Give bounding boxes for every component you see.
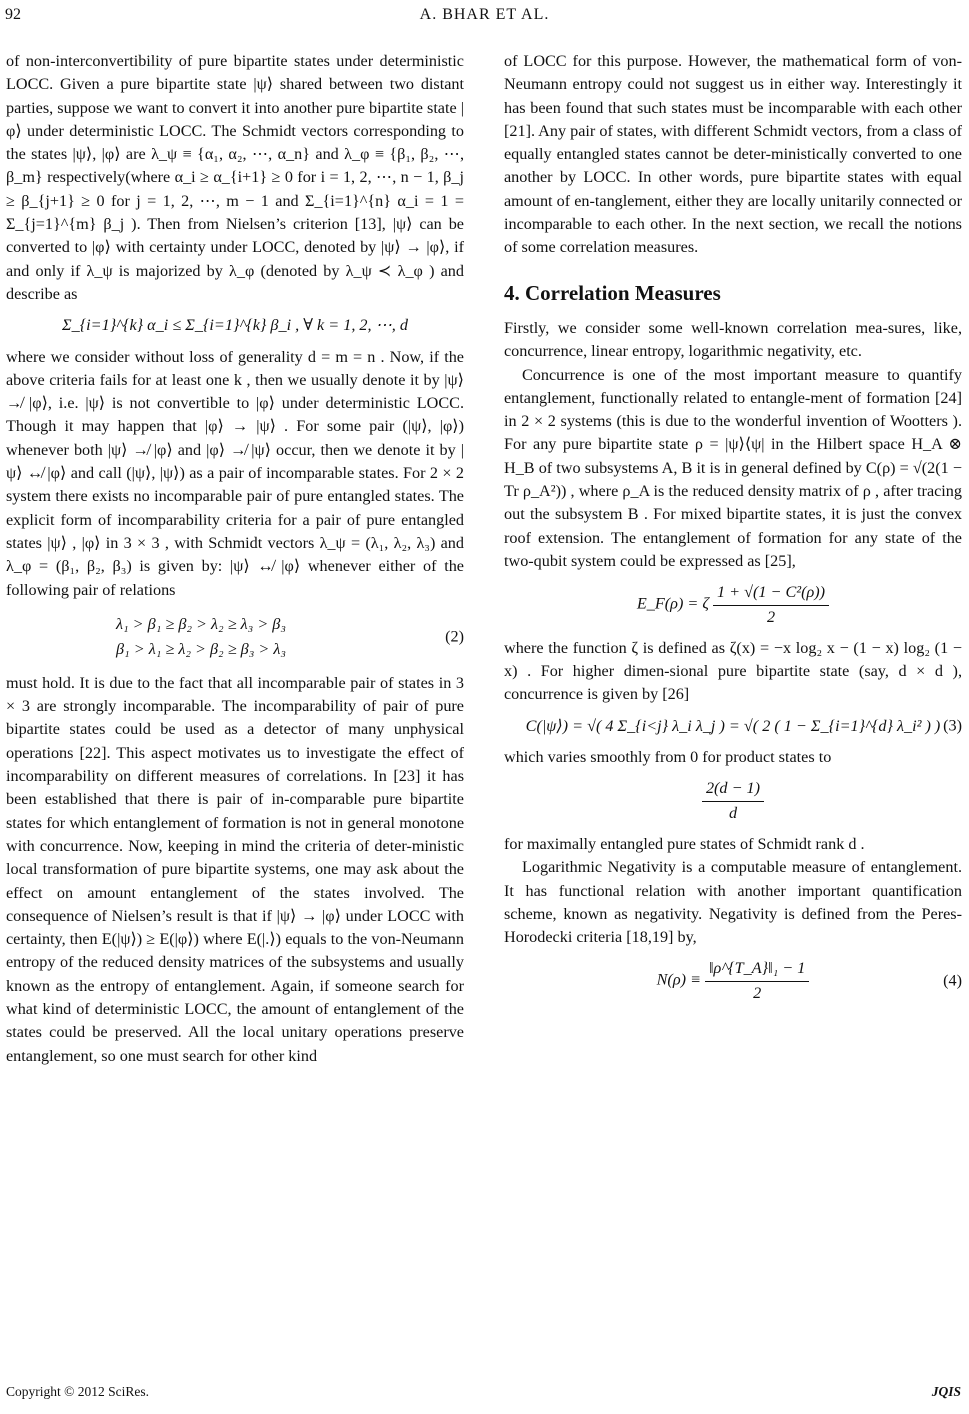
equation-4-lhs: N(ρ) ≡ bbox=[656, 970, 701, 989]
max-concurrence-denominator: d bbox=[728, 803, 738, 822]
ef-lhs: E_F(ρ) = ζ bbox=[636, 594, 709, 613]
equation-2-number: (2) bbox=[445, 627, 464, 646]
right-column bbox=[504, 50, 962, 1013]
section-title: 4. Correlation Measures bbox=[504, 280, 721, 305]
equation-4-fraction bbox=[705, 957, 809, 1005]
page-number: 92 bbox=[5, 6, 21, 23]
right-paragraph-6: for maximally entangled pure states of Schmidt rank d . bbox=[504, 834, 865, 853]
right-paragraph-1: of LOCC for this purpose. However, the mathematical form of von-Neumann entropy could not suggest us in either way. Interestingly it has been found that such states must be incomparable with each other [21]. Any pair of states, with different Schmidt vectors, from a class of equally entangled states cannot be deter-ministically converted to one another by LOCC. In other words, pure bipartite states with equal amount of en-tanglement, either they are locally unitarily connected or incomparable to each other. In the next section, we recall the notions of some correlation measures. bbox=[504, 52, 962, 257]
page-footer bbox=[0, 1384, 969, 1408]
right-paragraph-5: which varies smoothly from 0 for product states to bbox=[504, 748, 832, 767]
ef-numerator: 1 + √(1 − C²(ρ)) bbox=[713, 581, 829, 605]
right-paragraph-4: where the function ζ is defined as ζ(x) = −x log₂ x − (1 − x) log₂ (1 − x) . For higher dimen-sional pure bipartite state (say, d × d ), concurrence is given by [26] bbox=[504, 638, 962, 704]
max-concurrence-fraction bbox=[702, 777, 764, 825]
right-paragraph-3: Concurrence is one of the most important measure to quantify entanglement, functionally related to entangle-ment of formation [24] in 2 × 2 systems (this is due to the wonderful invention of Wootters ). For any pure bipartite state ρ = |ψ⟩⟨ψ| in the Hilbert space H_A ⊗ H_B of two subsystems A, B it is in general defined by C(ρ) = √(2(1 − Tr ρ_A²)) , where ρ_A is the reduced density matrix of ρ , after tracing out the subsystem B . For mixed bipartite states, it is just the convex roof extension. The entanglement of formation for any state of the two-qubit system could be expressed as [25], bbox=[504, 365, 962, 570]
equation-3 bbox=[504, 715, 962, 738]
equation-3-body: C(|ψ⟩) = √( 4 Σ_{i<j} λ_i λ_j ) = √( 2 ( 1 − Σ_{i=1}^{d} λ_i² ) ) bbox=[525, 716, 941, 735]
copyright-notice: Copyright © 2012 SciRes. bbox=[6, 1384, 150, 1399]
max-concurrence-numerator: 2(d − 1) bbox=[702, 777, 764, 801]
right-paragraph-7: Logarithmic Negativity is a computable measure of entanglement. It has functional relation with another important quantification scheme, known as negativity. Negativity is defined from the Peres-Horodecki criteria [18,19] by, bbox=[504, 858, 962, 947]
ef-denominator: 2 bbox=[766, 607, 776, 626]
left-paragraph-1: of non-interconvertibility of pure bipartite states under deterministic LOCC. Given a pure bipartite state |ψ⟩ shared between two distant parties, suppose we want to convert it into another pure bipartite state |φ⟩ under deterministic LOCC. The Schmidt vectors corresponding to the states |ψ⟩, |φ⟩ are λ_ψ ≡ {α₁, α₂, ⋯, α_n} and λ_φ ≡ {β₁, β₂, ⋯, β_m} respectively(where α_i ≥ α_{i+1} ≥ 0 for i = 1, 2, ⋯, n − 1, β_j ≥ β_{j+1} ≥ 0 for j = 1, 2, ⋯, m − 1 and Σ_{i=1}^{n} α_i = 1 = Σ_{j=1}^{m} β_j ). Then from Nielsen’s criterion [13], |ψ⟩ can be converted to |φ⟩ with certainty under LOCC, denoted by |ψ⟩ → |φ⟩, if and only if λ_ψ is majorized by λ_φ (denoted by λ_ψ ≺ λ_φ ) and describe as bbox=[6, 52, 464, 303]
left-column bbox=[6, 50, 464, 1068]
ef-fraction bbox=[713, 581, 829, 629]
equation-2 bbox=[6, 612, 464, 662]
journal-abbreviation: JQIS bbox=[931, 1384, 961, 1399]
left-paragraph-3: must hold. It is due to the fact that all incomparable pair of states in 3 × 3 are strongly incomparable. The incomparability of pair of pure bipartite states could be used as a detector of many unphysical operations [22]. This aspect motivates us to investigate the effect of incomparability on different measures of correlations. In [23] it has been established that there is pair of in-comparable pure bipartite states for which entanglement of formation is not in general monotone with concurrence. Now, keeping in mind the criteria of deter-ministic local transformation of pure bipartite systems, one may ask about the effect on amount entanglement of the states involved. The consequence of Nielsen’s result is that if |ψ⟩ → |φ⟩ under LOCC with certainty, then E(|ψ⟩) ≥ E(|φ⟩) where E(|.⟩) equals to the von-Neumann entropy of the reduced density matrices of the subsystems and usually known as the entropy of entanglement. Again, if someone search for what kind of deterministic LOCC, the amount of entanglement of the states could be preserved. All the local unitary operations preserve entanglement, so one must search for other kind bbox=[6, 673, 464, 1065]
majorization-equation: Σ_{i=1}^{k} α_i ≤ Σ_{i=1}^{k} β_i , ∀ k = 1, 2, ⋯, d bbox=[62, 316, 408, 335]
equation-3-number: (3) bbox=[943, 716, 962, 735]
equation-2-line-2: β₁ > λ₁ ≥ λ₂ > β₂ ≥ β₃ > λ₃ bbox=[116, 639, 286, 658]
max-concurrence-equation bbox=[504, 777, 962, 825]
right-paragraph-2: Firstly, we consider some well-known correlation mea-sures, like, concurrence, linear entropy, logarithmic negativity, etc. bbox=[504, 318, 962, 361]
equation-4-number: (4) bbox=[943, 971, 962, 990]
page-header bbox=[0, 0, 969, 30]
equation-4-denominator: 2 bbox=[753, 983, 762, 1002]
equation-2-line-1: λ₁ > β₁ ≥ β₂ > λ₂ ≥ λ₃ > β₃ bbox=[116, 614, 286, 633]
equation-4 bbox=[504, 957, 962, 1005]
running-head: A. BHAR ET AL. bbox=[419, 6, 550, 23]
entanglement-of-formation-equation bbox=[504, 581, 962, 629]
equation-4-numerator: ‖ρ^{T_A}‖₁ − 1 bbox=[705, 957, 809, 981]
left-paragraph-2: where we consider without loss of generality d = m = n . Now, if the above criteria fails for at least one k , then we usually denote it by |ψ⟩ ↛ |φ⟩, i.e. |ψ⟩ is not convertible to |φ⟩ under deterministic LOCC. Though it may happen that |φ⟩ → |ψ⟩ . For some pair (|ψ⟩, |φ⟩) whenever both |ψ⟩ ↛ |φ⟩ and |φ⟩ ↛ |ψ⟩ occur, then we denote it by |ψ⟩ ↮ |φ⟩ and call (|ψ⟩, |ψ⟩) as a pair of incomparable states. For 2 × 2 system there exists no incomparable pair of pure entangled states. The explicit form of incomparability criteria for a pair of pure entangled states |ψ⟩ , |φ⟩ in 3 × 3 , with Schmidt vectors λ_ψ = (λ₁, λ₂, λ₃) and λ_φ = (β₁, β₂, β₃) is given by: |ψ⟩ ↮ |φ⟩ whenever either of the following pair of relations bbox=[6, 347, 464, 599]
